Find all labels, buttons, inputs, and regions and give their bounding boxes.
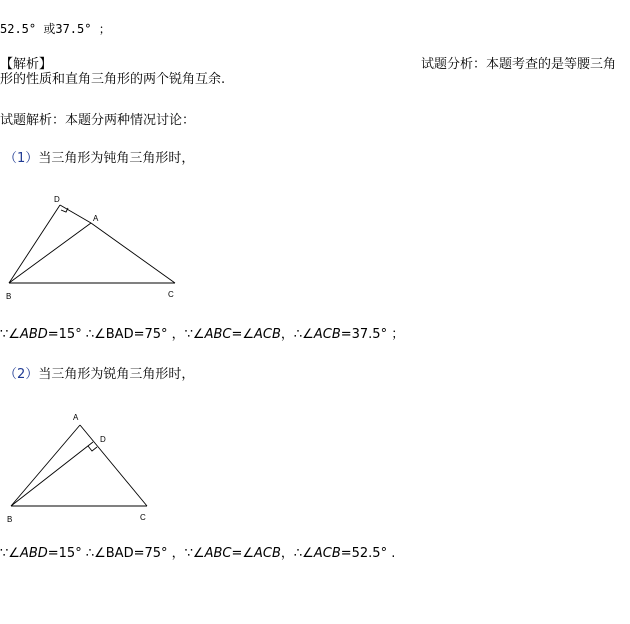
fig2-label-a: A [73, 413, 79, 422]
case2-eq-part-1: ∵∠ [0, 546, 20, 561]
case1-eq-part-1: ∵∠ [0, 327, 20, 342]
case2-eq-part-2: =15° ∴∠BAD=75° ，∵∠ [47, 546, 205, 561]
case2-eq-acb: ACB [254, 546, 281, 561]
case1-close-paren: ） [25, 151, 39, 166]
fig1-side-da [60, 205, 91, 223]
case2-eq-abc: ABC [204, 546, 232, 561]
case2-text: 当三角形为锐角三角形时， [38, 367, 195, 382]
case1-equation [0, 327, 404, 343]
analysis-tag: 【解析】 [0, 57, 53, 72]
case2-heading [4, 367, 194, 383]
fig1-label-b: B [6, 292, 12, 301]
analysis-summary-continued: 形的性质和直角三角形的两个锐角互余. [0, 72, 226, 87]
fig1-side-bd [9, 205, 60, 283]
case2-open-paren: （ [4, 367, 18, 382]
fig2-label-d: D [100, 435, 106, 444]
fig2-label-c: C [140, 513, 146, 522]
case2-number: 2 [17, 367, 26, 382]
case2-eq-part-4: ，∴∠ [280, 546, 314, 561]
case2-eq-abd: ABD [19, 546, 48, 561]
case1-number: 1 [17, 151, 26, 166]
fig2-side-bd [11, 442, 93, 506]
case2-eq-part-3: =∠ [231, 546, 255, 561]
fig1-label-c: C [168, 290, 174, 299]
fig2-side-ba [11, 425, 80, 506]
case2-eq-acb-2: ACB [313, 546, 341, 561]
case1-open-paren: （ [4, 151, 18, 166]
fig2-side-ac [80, 425, 147, 506]
analysis-summary: 试题分析：本题考查的是等腰三角 [421, 57, 617, 72]
fig1-label-d: D [54, 195, 60, 204]
case2-close-paren: ） [25, 367, 39, 382]
fig2-label-b: B [7, 515, 13, 524]
fig1-side-ac [91, 223, 175, 283]
case1-heading [4, 151, 194, 167]
case1-eq-abd: ABD [19, 327, 48, 342]
case1-eq-abc: ABC [204, 327, 232, 342]
answer-line: 52.5° 或37.5° ； [0, 22, 111, 36]
case2-equation [0, 546, 395, 562]
solution-intro: 试题解析：本题分两种情况讨论： [0, 113, 196, 128]
fig1-side-ba [9, 223, 91, 283]
fig2-right-angle-mark [88, 446, 97, 451]
fig1-right-angle-mark [61, 208, 68, 212]
case1-eq-acb-2: ACB [313, 327, 341, 342]
case1-eq-part-2: =15° ∴∠BAD=75° ，∵∠ [47, 327, 205, 342]
case1-text: 当三角形为钝角三角形时， [38, 151, 195, 166]
case1-eq-part-4: ，∴∠ [280, 327, 314, 342]
case1-eq-result: =37.5° ； [340, 327, 405, 342]
case2-eq-result: =52.5° . [340, 546, 396, 561]
case1-eq-acb: ACB [254, 327, 281, 342]
case1-eq-part-3: =∠ [231, 327, 255, 342]
fig1-label-a: A [93, 214, 99, 223]
